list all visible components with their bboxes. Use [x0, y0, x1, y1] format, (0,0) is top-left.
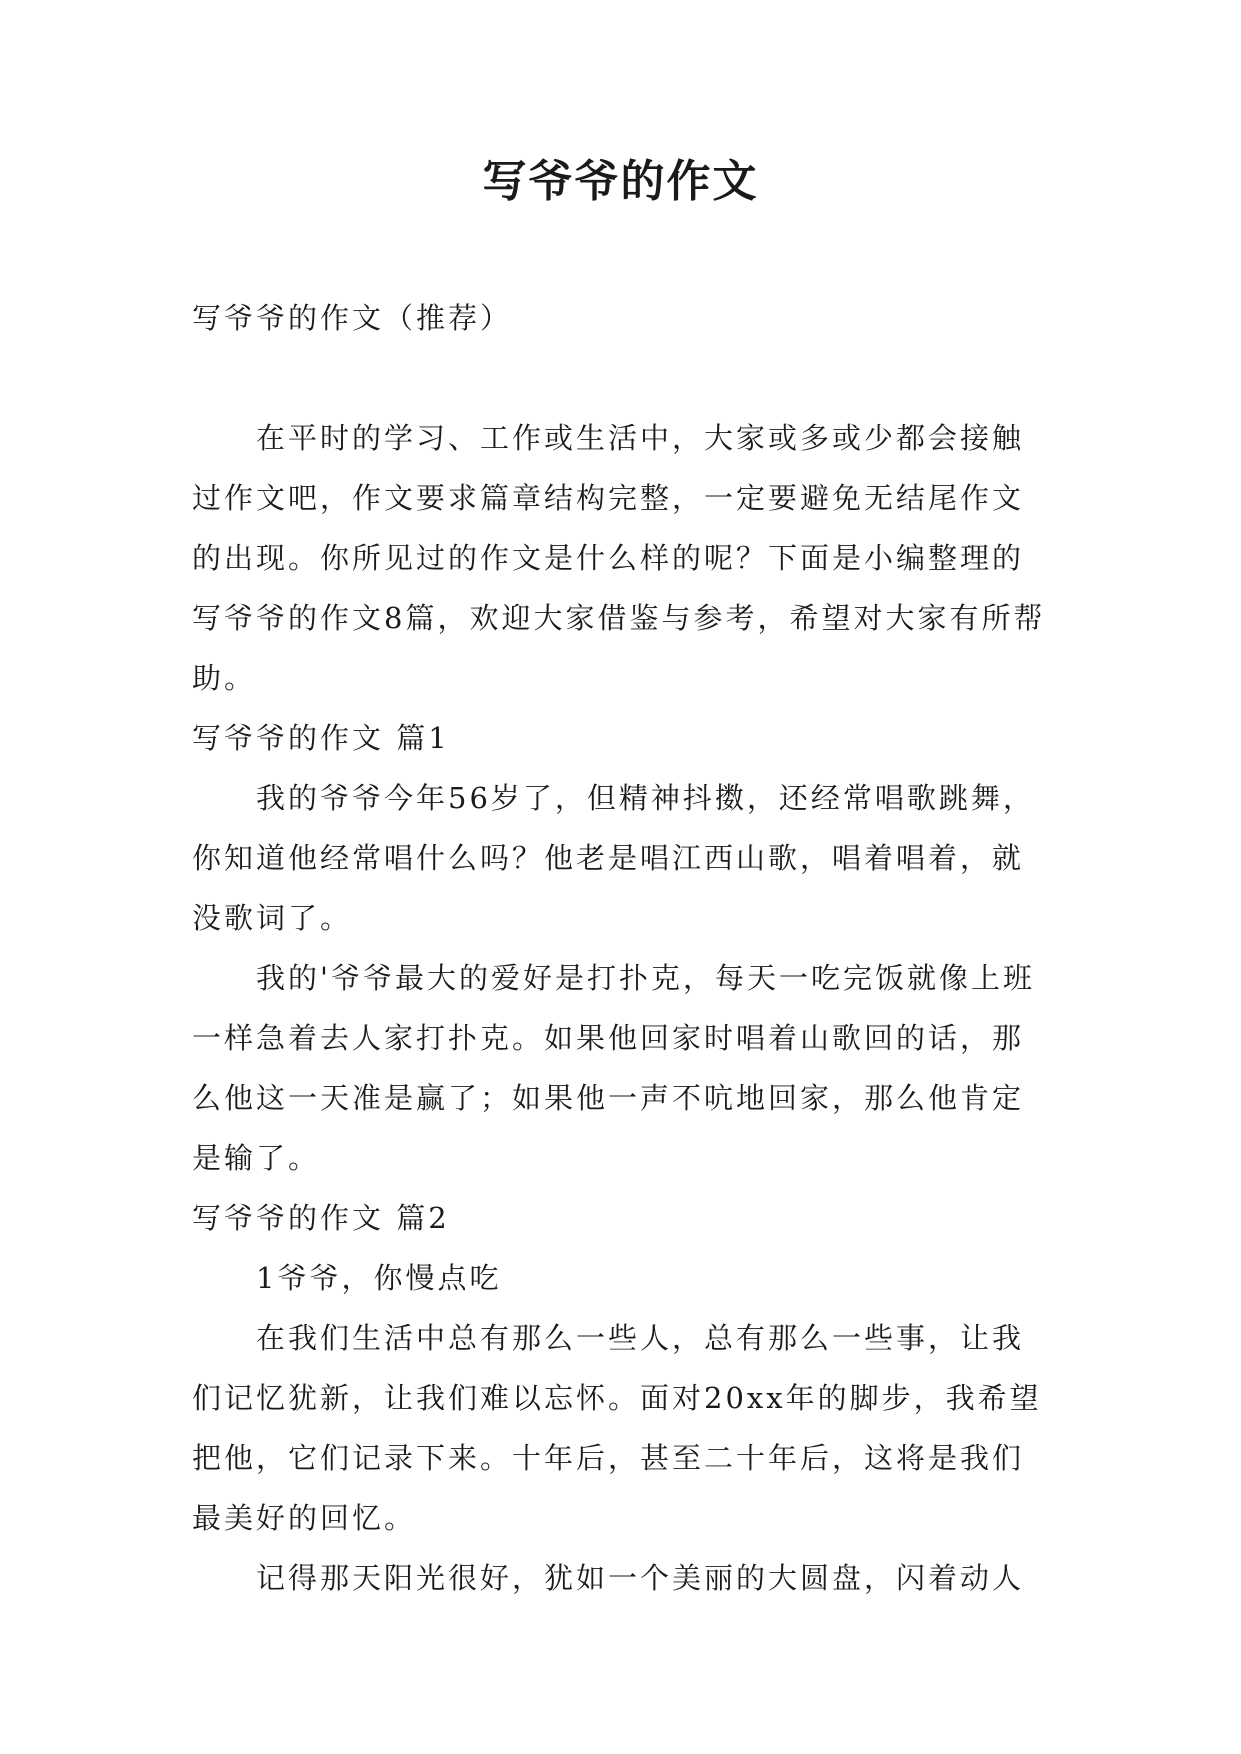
section-2-paragraph-2: 在我们生活中总有那么一些人，总有那么一些事，让我们记忆犹新，让我们难以忘怀。面对20xx年的脚步，我希望把他，它们记录下来。十年后，甚至二十年后，这将是我们最美好的回忆。: [192, 1321, 1042, 1535]
section-2-paragraph-3: 记得那天阳光很好，犹如一个美丽的大圆盘，闪着动人: [256, 1561, 1025, 1595]
document-title: 写爷爷的作文: [482, 156, 759, 207]
document-subtitle: 写爷爷的作文（推荐）: [192, 301, 513, 335]
document-body: [192, 288, 1052, 1608]
section-heading-1: 写爷爷的作文 篇1: [192, 721, 450, 755]
section-1-paragraph-1: 我的爷爷今年56岁了，但精神抖擞，还经常唱歌跳舞，你知道他经常唱什么吗？他老是唱江西山歌，唱着唱着，就没歌词了。: [192, 781, 1035, 935]
section-1-paragraph-2: 我的'爷爷最大的爱好是打扑克，每天一吃完饭就像上班一样急着去人家打扑克。如果他回家时唱着山歌回的话，那么他这一天准是赢了；如果他一声不吭地回家，那么他肯定是输了。: [192, 961, 1035, 1175]
intro-paragraph: 在平时的学习、工作或生活中，大家或多或少都会接触过作文吧，作文要求篇章结构完整，一定要避免无结尾作文的出现。你所见过的作文是什么样的呢？下面是小编整理的写爷爷的作文8篇，欢迎大家借鉴与参考，希望对大家有所帮助。: [192, 421, 1046, 695]
section-heading-2: 写爷爷的作文 篇2: [192, 1201, 450, 1235]
section-2-paragraph-1: 1爷爷，你慢点吃: [256, 1261, 502, 1295]
